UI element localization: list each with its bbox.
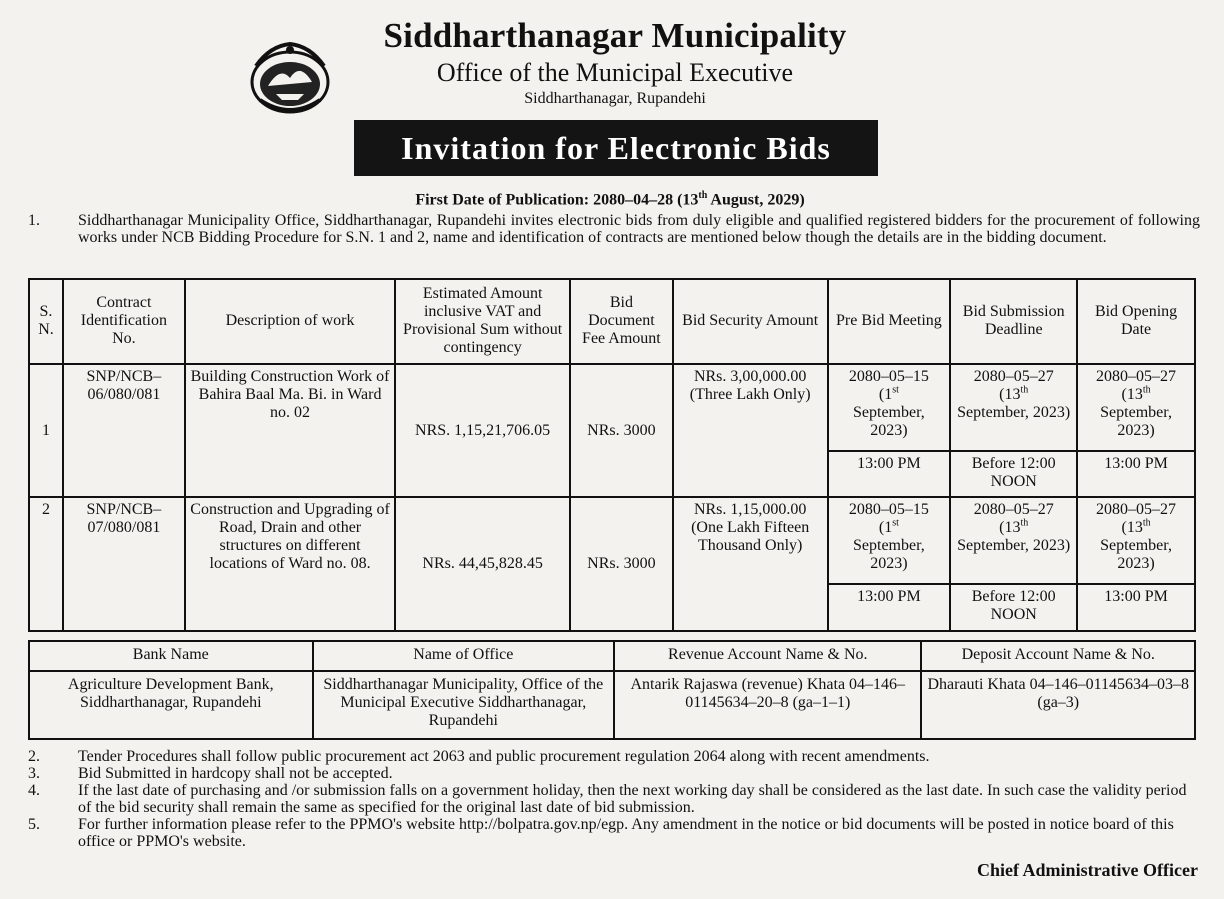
row2-description: Construction and Upgrading of Road, Drain and other structures on different locations of Ward no. 08. <box>185 497 395 631</box>
notice-banner-text: Invitation for Electronic Bids <box>401 129 831 166</box>
row1-submission-day: (13 <box>999 385 1021 403</box>
row1-pre-bid-month: September, 2023) <box>853 403 925 439</box>
col-opening: Bid Opening Date <box>1077 279 1195 364</box>
row2-opening-time: 13:00 PM <box>1077 584 1195 631</box>
note-text: Tender Procedures shall follow public procurement act 2063 and public procurement regulation 2064 along with recent amendments. <box>78 748 930 765</box>
row2-opening-day: (13 <box>1121 519 1143 537</box>
col-description: Description of work <box>185 279 395 364</box>
note-number: 3. <box>28 765 40 782</box>
row2-opening <box>1077 497 1195 584</box>
note-number: 4. <box>28 782 40 799</box>
row1-submission <box>950 364 1077 451</box>
note-number: 5. <box>28 816 40 833</box>
row2-submission <box>950 497 1077 584</box>
pub-date-rest: August, 2029) <box>707 191 805 209</box>
row1-contract-id: SNP/NCB–06/080/081 <box>63 364 185 498</box>
row2-opening-date: 2080–05–27 <box>1096 501 1177 519</box>
row1-security: NRs. 3,00,000.00 (Three Lakh Only) <box>673 364 828 498</box>
row1-opening-day: (13 <box>1121 385 1143 403</box>
intro-text: Siddharthanagar Municipality Office, Siddharthanagar, Rupandehi invites electronic bids from duly eligible and qualified registered bidders for the procurement of following works under NCB Bidding Procedure for S.N. 1 and 2, name and identification of contracts are mentioned below though the details are in the bidding document. <box>78 212 1200 246</box>
bank-table-header <box>29 641 1195 671</box>
col-submission: Bid Submission Deadline <box>950 279 1077 364</box>
list-item <box>28 748 1198 765</box>
row2-pre-bid-time: 13:00 PM <box>828 584 951 631</box>
municipality-title: Siddharthanagar Municipality <box>383 16 847 55</box>
row2-submission-date: 2080–05–27 <box>973 501 1054 519</box>
col-sn: S. N. <box>29 279 63 364</box>
col-office-name: Name of Office <box>313 641 615 671</box>
intro-number: 1. <box>28 212 40 229</box>
office-location: Siddharthanagar, Rupandehi <box>524 90 706 107</box>
note-text: If the last date of purchasing and /or submission falls on a government holiday, then the next working day shall be considered as the last date. In such case the validity period of the bid security shall remain the same as specified for the original last date of bid submission. <box>78 782 1187 816</box>
col-revenue-account: Revenue Account Name & No. <box>614 641 921 671</box>
office-name: Office of the Municipal Executive <box>436 58 794 87</box>
row1-description: Building Construction Work of Bahira Baal Ma. Bi. in Ward no. 02 <box>185 364 395 498</box>
row2-contract-id: SNP/NCB–07/080/081 <box>63 497 185 631</box>
row1-doc-fee: NRs. 3000 <box>570 364 673 498</box>
row1-opening <box>1077 364 1195 451</box>
note-text: For further information please refer to the PPMO's website http://bolpatra.gov.np/egp. Any amendment in the notice or bid documents will be posted in notice board of this office or PPMO's website. <box>78 816 1174 850</box>
row1-estimated: NRS. 1,15,21,706.05 <box>395 364 570 498</box>
list-item <box>28 782 1198 816</box>
row2-pre-bid <box>828 497 951 584</box>
notes-list <box>28 748 1198 850</box>
row1-opening-time: 13:00 PM <box>1077 451 1195 498</box>
pub-date-label: First Date of Publication: 2080–04–28 (13 <box>415 191 699 209</box>
note-text: Bid Submitted in hardcopy shall not be accepted. <box>78 765 393 782</box>
office-name-cell: Siddharthanagar Municipality, Office of the Municipal Executive Siddharthanagar, Rupandehi <box>313 671 615 739</box>
row1-opening-sup: th <box>1142 384 1151 396</box>
row2-estimated: NRs. 44,45,828.45 <box>395 497 570 631</box>
row1-submission-time: Before 12:00 NOON <box>950 451 1077 498</box>
list-item <box>28 816 1198 850</box>
bank-table <box>28 640 1196 740</box>
col-security: Bid Security Amount <box>673 279 828 364</box>
row2-opening-sup: th <box>1142 518 1151 530</box>
row1-pre-bid-day: (1 <box>878 385 893 403</box>
pub-date-sup: th <box>698 190 708 201</box>
publication-date <box>300 190 920 209</box>
row2-submission-time: Before 12:00 NOON <box>950 584 1077 631</box>
row2-security: NRs. 1,15,000.00 (One Lakh Fifteen Thousand Only) <box>673 497 828 631</box>
col-pre-bid: Pre Bid Meeting <box>828 279 951 364</box>
intro-paragraph <box>28 212 1200 272</box>
row1-opening-date: 2080–05–27 <box>1096 367 1177 385</box>
col-estimated: Estimated Amount inclusive VAT and Provisional Sum without contingency <box>395 279 570 364</box>
row1-pre-bid <box>828 364 951 451</box>
bid-table-header <box>29 279 1195 364</box>
row2-submission-sup: th <box>1020 518 1029 530</box>
row2-pre-bid-month: September, 2023) <box>853 537 925 573</box>
row1-pre-bid-time: 13:00 PM <box>828 451 951 498</box>
row1-opening-month: September, 2023) <box>1100 403 1172 439</box>
row2-pre-bid-day: (1 <box>878 519 893 537</box>
nepal-emblem-icon <box>246 36 334 116</box>
table-row <box>29 497 1195 584</box>
col-doc-fee: Bid Document Fee Amount <box>570 279 673 364</box>
row2-doc-fee: NRs. 3000 <box>570 497 673 631</box>
bid-table <box>28 278 1196 632</box>
table-row <box>29 671 1195 739</box>
table-row <box>29 364 1195 451</box>
bank-name: Agriculture Development Bank, Siddharthanagar, Rupandehi <box>29 671 313 739</box>
notice-banner <box>354 120 878 176</box>
col-contract-id: Contract Identification No. <box>63 279 185 364</box>
signature: Chief Administrative Officer <box>977 860 1198 880</box>
deposit-account: Dharauti Khata 04–146–01145634–03–8 (ga–3) <box>921 671 1195 739</box>
row1-submission-sup: th <box>1020 384 1029 396</box>
row2-pre-bid-sup: st <box>892 518 899 530</box>
row2-submission-day: (13 <box>999 519 1021 537</box>
list-item <box>28 765 1198 782</box>
revenue-account: Antarik Rajaswa (revenue) Khata 04–146–01145634–20–8 (ga–1–1) <box>614 671 921 739</box>
row1-pre-bid-date: 2080–05–15 <box>848 367 929 385</box>
row1-sn: 1 <box>29 364 63 498</box>
row2-sn: 2 <box>29 497 63 631</box>
col-bank-name: Bank Name <box>29 641 313 671</box>
note-number: 2. <box>28 748 40 765</box>
row1-submission-month: September, 2023) <box>957 403 1071 421</box>
row1-submission-date: 2080–05–27 <box>973 367 1054 385</box>
row2-submission-month: September, 2023) <box>957 537 1071 555</box>
row2-pre-bid-date: 2080–05–15 <box>848 501 929 519</box>
col-deposit-account: Deposit Account Name & No. <box>921 641 1195 671</box>
row1-pre-bid-sup: st <box>892 384 899 396</box>
row2-opening-month: September, 2023) <box>1100 537 1172 573</box>
